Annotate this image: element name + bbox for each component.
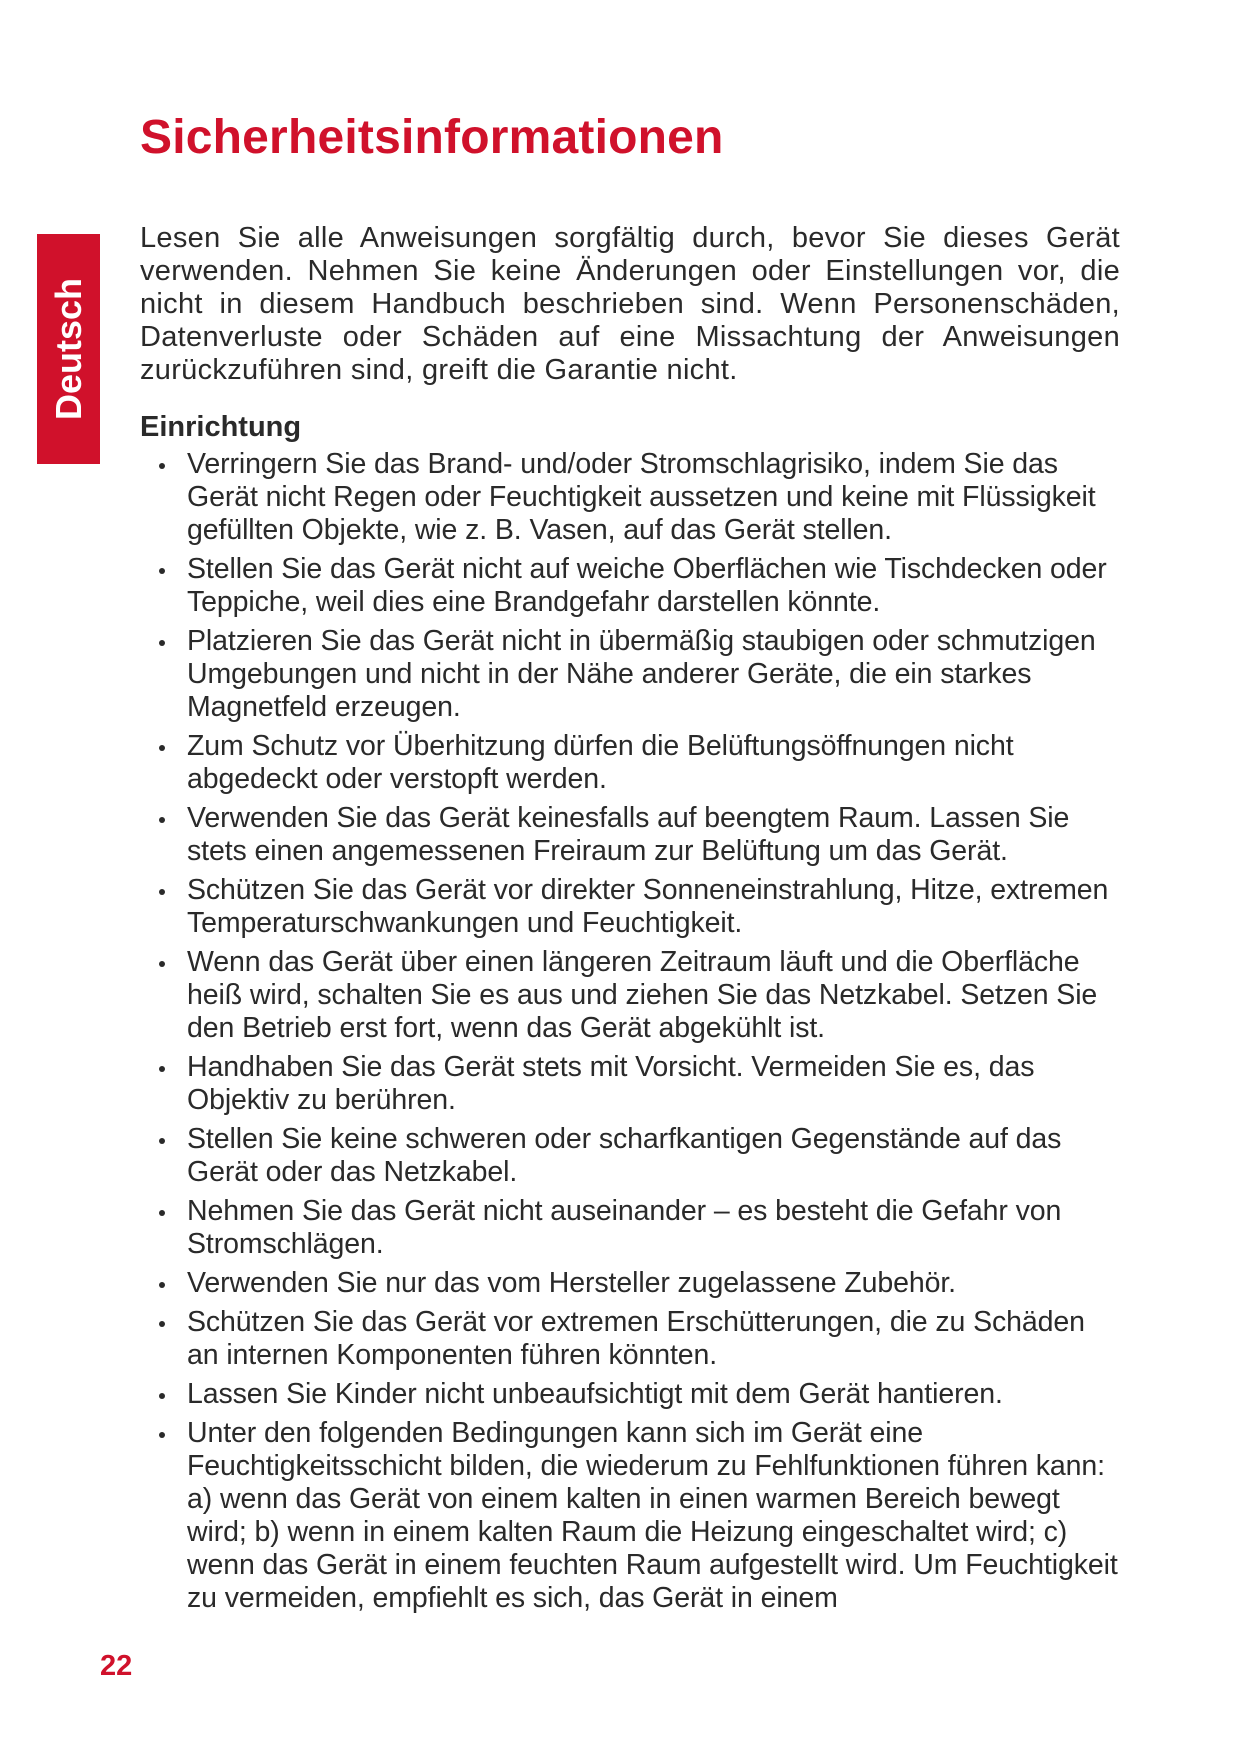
list-item-text: Unter den folgenden Bedingungen kann sich im Gerät eine Feuchtigkeitsschicht bilden, die wiederum zu Fehlfunktionen führen kann: a) wenn das Gerät von einem kalten in einen warmen Bereich bewegt wird; b) wenn in einem kalten Raum die Heizung eingeschaltet wird; c) wenn das Gerät in einem feuchten Raum aufgestellt wird. Um Feuchtigkeit zu vermeiden, empfiehlt es sich, das Gerät in einem — [187, 1417, 1118, 1614]
list-item — [140, 1195, 1120, 1261]
bullet-icon — [159, 463, 165, 469]
bullet-icon — [159, 817, 165, 823]
bullet-icon — [159, 1321, 165, 1327]
page-number: 22 — [100, 1650, 133, 1682]
list-item-text: Stellen Sie keine schweren oder scharfkantigen Gegenstände auf das Gerät oder das Netzkabel. — [187, 1123, 1062, 1188]
list-item — [140, 946, 1120, 1045]
list-item-text: Handhaben Sie das Gerät stets mit Vorsicht. Vermeiden Sie es, das Objektiv zu berühren. — [187, 1051, 1035, 1116]
list-item-text: Zum Schutz vor Überhitzung dürfen die Belüftungsöffnungen nicht abgedeckt oder verstopft werden. — [187, 730, 1014, 795]
list-item — [140, 1123, 1120, 1189]
bullet-icon — [159, 745, 165, 751]
bullet-icon — [159, 1432, 165, 1438]
section-heading: Einrichtung — [140, 411, 302, 443]
bullet-icon — [159, 640, 165, 646]
bullet-icon — [159, 1066, 165, 1072]
list-item — [140, 1051, 1120, 1117]
language-tab-label: Deutsch — [47, 277, 89, 421]
list-item — [140, 874, 1120, 940]
intro-paragraph: Lesen Sie alle Anweisungen sorgfältig durch, bevor Sie dieses Gerät verwenden. Nehmen Sie keine Änderungen oder Einstellungen vor, die nicht in diesem Handbuch beschrieben sind. Wenn Personenschäden, Datenverluste oder Schäden auf eine Missachtung der Anweisungen zurückzuführen sind, greift die Garantie nicht. — [140, 222, 1120, 386]
bullet-icon — [159, 961, 165, 967]
list-item-text: Schützen Sie das Gerät vor extremen Erschütterungen, die zu Schäden an internen Komponenten führen könnten. — [187, 1306, 1085, 1371]
list-item — [140, 802, 1120, 868]
list-item — [140, 1378, 1120, 1411]
bullet-icon — [159, 889, 165, 895]
list-item-text: Verwenden Sie das Gerät keinesfalls auf beengtem Raum. Lassen Sie stets einen angemessenen Freiraum zur Belüftung um das Gerät. — [187, 802, 1070, 867]
list-item — [140, 553, 1120, 619]
list-item-text: Verringern Sie das Brand- und/oder Stromschlagrisiko, indem Sie das Gerät nicht Regen oder Feuchtigkeit aussetzen und keine mit Flüssigkeit gefüllten Objekte, wie z. B. Vasen, auf das Gerät stellen. — [187, 448, 1096, 546]
list-item-text: Stellen Sie das Gerät nicht auf weiche Oberflächen wie Tischdecken oder Teppiche, weil dies eine Brandgefahr darstellen könnte. — [187, 553, 1107, 618]
list-item-text: Lassen Sie Kinder nicht unbeaufsichtigt mit dem Gerät hantieren. — [187, 1378, 1003, 1410]
bullet-icon — [159, 1210, 165, 1216]
page-title: Sicherheitsinformationen — [140, 111, 724, 164]
main-content — [140, 222, 1120, 1621]
bullet-icon — [159, 568, 165, 574]
bullet-icon — [159, 1138, 165, 1144]
bullet-icon — [159, 1393, 165, 1399]
language-tab — [37, 234, 100, 464]
list-item-text: Platzieren Sie das Gerät nicht in übermäßig staubigen oder schmutzigen Umgebungen und nicht in der Nähe anderer Geräte, die ein starkes Magnetfeld erzeugen. — [187, 625, 1096, 723]
list-item — [140, 1267, 1120, 1300]
list-item-text: Verwenden Sie nur das vom Hersteller zugelassene Zubehör. — [187, 1267, 956, 1299]
bullet-icon — [159, 1282, 165, 1288]
list-item — [140, 1417, 1120, 1615]
list-item — [140, 448, 1120, 547]
list-item — [140, 730, 1120, 796]
list-item-text: Wenn das Gerät über einen längeren Zeitraum läuft und die Oberfläche heiß wird, schalten Sie es aus und ziehen Sie das Netzkabel. Setzen Sie den Betrieb erst fort, wenn das Gerät abgekühlt ist. — [187, 946, 1098, 1044]
list-item — [140, 625, 1120, 724]
list-item — [140, 1306, 1120, 1372]
list-item-text: Schützen Sie das Gerät vor direkter Sonneneinstrahlung, Hitze, extremen Temperaturschwankungen und Feuchtigkeit. — [187, 874, 1109, 939]
safety-list — [140, 448, 1120, 1615]
list-item-text: Nehmen Sie das Gerät nicht auseinander – es besteht die Gefahr von Stromschlägen. — [187, 1195, 1062, 1260]
